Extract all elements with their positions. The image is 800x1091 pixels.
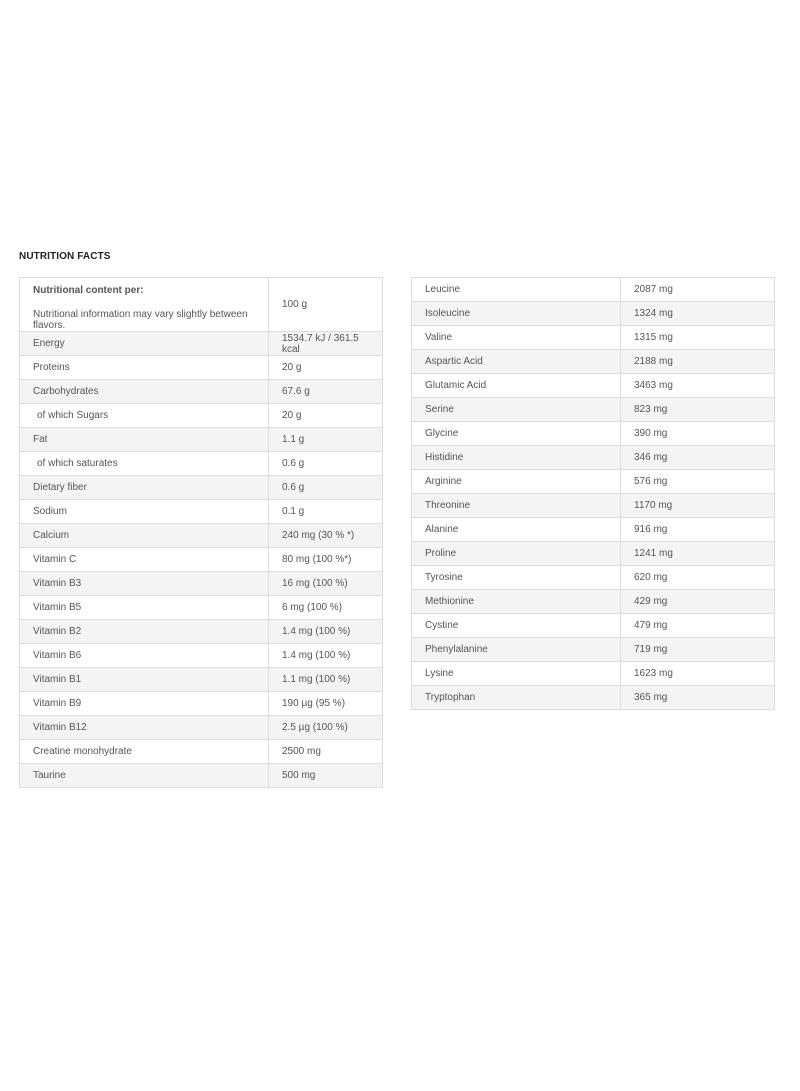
table-row	[412, 662, 775, 686]
amino-acid-value: 1241 mg	[621, 542, 775, 566]
table-row	[412, 518, 775, 542]
table-row	[20, 668, 383, 692]
nutrient-name: Energy	[20, 332, 269, 356]
amino-acid-value: 3463 mg	[621, 374, 775, 398]
header-label-cell	[20, 278, 269, 332]
table-row	[20, 452, 383, 476]
amino-acid-name: Valine	[412, 326, 621, 350]
amino-acid-name: Cystine	[412, 614, 621, 638]
table-row	[412, 398, 775, 422]
nutrient-name: Vitamin B5	[20, 596, 269, 620]
amino-acid-value: 2188 mg	[621, 350, 775, 374]
amino-acid-table-body	[412, 278, 775, 710]
amino-acid-value: 823 mg	[621, 398, 775, 422]
nutrient-name: Calcium	[20, 524, 269, 548]
amino-acid-value: 1170 mg	[621, 494, 775, 518]
nutrition-table	[19, 277, 383, 788]
nutrient-value: 1534.7 kJ / 361.5 kcal	[269, 332, 383, 356]
nutrient-name: Vitamin B2	[20, 620, 269, 644]
nutrient-value: 80 mg (100 %*)	[269, 548, 383, 572]
amino-acid-name: Glycine	[412, 422, 621, 446]
nutrient-name: Creatine monohydrate	[20, 740, 269, 764]
nutrient-value: 20 g	[269, 356, 383, 380]
table-row	[412, 638, 775, 662]
amino-acid-name: Histidine	[412, 446, 621, 470]
table-row	[20, 572, 383, 596]
nutrient-name: Vitamin B1	[20, 668, 269, 692]
table-row	[412, 494, 775, 518]
table-row	[20, 428, 383, 452]
table-row	[412, 566, 775, 590]
flavor-variation-note: Nutritional information may vary slightly between flavors.	[33, 309, 248, 331]
table-row	[20, 740, 383, 764]
nutrient-name: Vitamin B6	[20, 644, 269, 668]
table-row	[412, 686, 775, 710]
amino-acid-value: 479 mg	[621, 614, 775, 638]
nutrient-value: 6 mg (100 %)	[269, 596, 383, 620]
nutrient-value: 20 g	[269, 404, 383, 428]
table-row	[20, 692, 383, 716]
nutrient-value: 67.6 g	[269, 380, 383, 404]
nutrient-name: Vitamin B3	[20, 572, 269, 596]
amino-acid-value: 429 mg	[621, 590, 775, 614]
nutrition-table-body	[20, 278, 383, 788]
amino-acid-value: 1623 mg	[621, 662, 775, 686]
nutrient-name: Dietary fiber	[20, 476, 269, 500]
table-header-row	[20, 278, 383, 332]
nutrient-value: 2.5 µg (100 %)	[269, 716, 383, 740]
amino-acid-name: Proline	[412, 542, 621, 566]
table-row	[412, 302, 775, 326]
table-row	[20, 764, 383, 788]
nutrient-value: 190 µg (95 %)	[269, 692, 383, 716]
amino-acid-name: Tyrosine	[412, 566, 621, 590]
nutrient-name: Carbohydrates	[20, 380, 269, 404]
table-row	[412, 374, 775, 398]
table-row	[20, 500, 383, 524]
nutrient-value: 240 mg (30 % *)	[269, 524, 383, 548]
nutrient-name: of which Sugars	[20, 404, 269, 428]
nutrient-name: of which saturates	[20, 452, 269, 476]
table-row	[20, 332, 383, 356]
amino-acid-name: Threonine	[412, 494, 621, 518]
nutrient-value: 500 mg	[269, 764, 383, 788]
table-row	[20, 404, 383, 428]
table-row	[20, 476, 383, 500]
table-row	[20, 548, 383, 572]
amino-acid-value: 620 mg	[621, 566, 775, 590]
table-row	[20, 380, 383, 404]
amino-acid-name: Lysine	[412, 662, 621, 686]
nutrient-value: 0.1 g	[269, 500, 383, 524]
table-row	[20, 716, 383, 740]
nutrient-value: 16 mg (100 %)	[269, 572, 383, 596]
nutrient-name: Sodium	[20, 500, 269, 524]
table-row	[20, 524, 383, 548]
amino-acid-name: Alanine	[412, 518, 621, 542]
nutrient-name: Vitamin B12	[20, 716, 269, 740]
amino-acid-name: Leucine	[412, 278, 621, 302]
amino-acid-value: 365 mg	[621, 686, 775, 710]
serving-size-cell: 100 g	[269, 278, 383, 332]
nutrient-value: 2500 mg	[269, 740, 383, 764]
nutrient-value: 0.6 g	[269, 452, 383, 476]
nutrient-value: 1.4 mg (100 %)	[269, 620, 383, 644]
table-row	[412, 278, 775, 302]
amino-acid-value: 1324 mg	[621, 302, 775, 326]
nutritional-content-label: Nutritional content per:	[33, 285, 144, 296]
amino-acid-name: Aspartic Acid	[412, 350, 621, 374]
nutrient-value: 1.1 g	[269, 428, 383, 452]
table-row	[412, 470, 775, 494]
amino-acid-table	[411, 277, 775, 710]
table-row	[20, 620, 383, 644]
table-row	[412, 590, 775, 614]
table-row	[412, 326, 775, 350]
amino-acid-name: Methionine	[412, 590, 621, 614]
amino-acid-value: 916 mg	[621, 518, 775, 542]
amino-acid-name: Phenylalanine	[412, 638, 621, 662]
page-title: NUTRITION FACTS	[19, 251, 111, 262]
amino-acid-value: 719 mg	[621, 638, 775, 662]
amino-acid-value: 1315 mg	[621, 326, 775, 350]
amino-acid-name: Arginine	[412, 470, 621, 494]
amino-acid-value: 2087 mg	[621, 278, 775, 302]
table-row	[20, 644, 383, 668]
nutrient-name: Fat	[20, 428, 269, 452]
table-row	[20, 596, 383, 620]
table-row	[412, 542, 775, 566]
table-row	[412, 446, 775, 470]
nutrient-value: 0.6 g	[269, 476, 383, 500]
nutrient-name: Proteins	[20, 356, 269, 380]
amino-acid-name: Isoleucine	[412, 302, 621, 326]
table-row	[412, 422, 775, 446]
amino-acid-name: Serine	[412, 398, 621, 422]
nutrient-value: 1.1 mg (100 %)	[269, 668, 383, 692]
table-row	[412, 614, 775, 638]
nutrient-name: Vitamin B9	[20, 692, 269, 716]
amino-acid-value: 390 mg	[621, 422, 775, 446]
amino-acid-value: 346 mg	[621, 446, 775, 470]
table-row	[20, 356, 383, 380]
nutrient-name: Taurine	[20, 764, 269, 788]
table-row	[412, 350, 775, 374]
amino-acid-name: Tryptophan	[412, 686, 621, 710]
amino-acid-value: 576 mg	[621, 470, 775, 494]
nutrient-value: 1.4 mg (100 %)	[269, 644, 383, 668]
amino-acid-name: Glutamic Acid	[412, 374, 621, 398]
nutrient-name: Vitamin C	[20, 548, 269, 572]
